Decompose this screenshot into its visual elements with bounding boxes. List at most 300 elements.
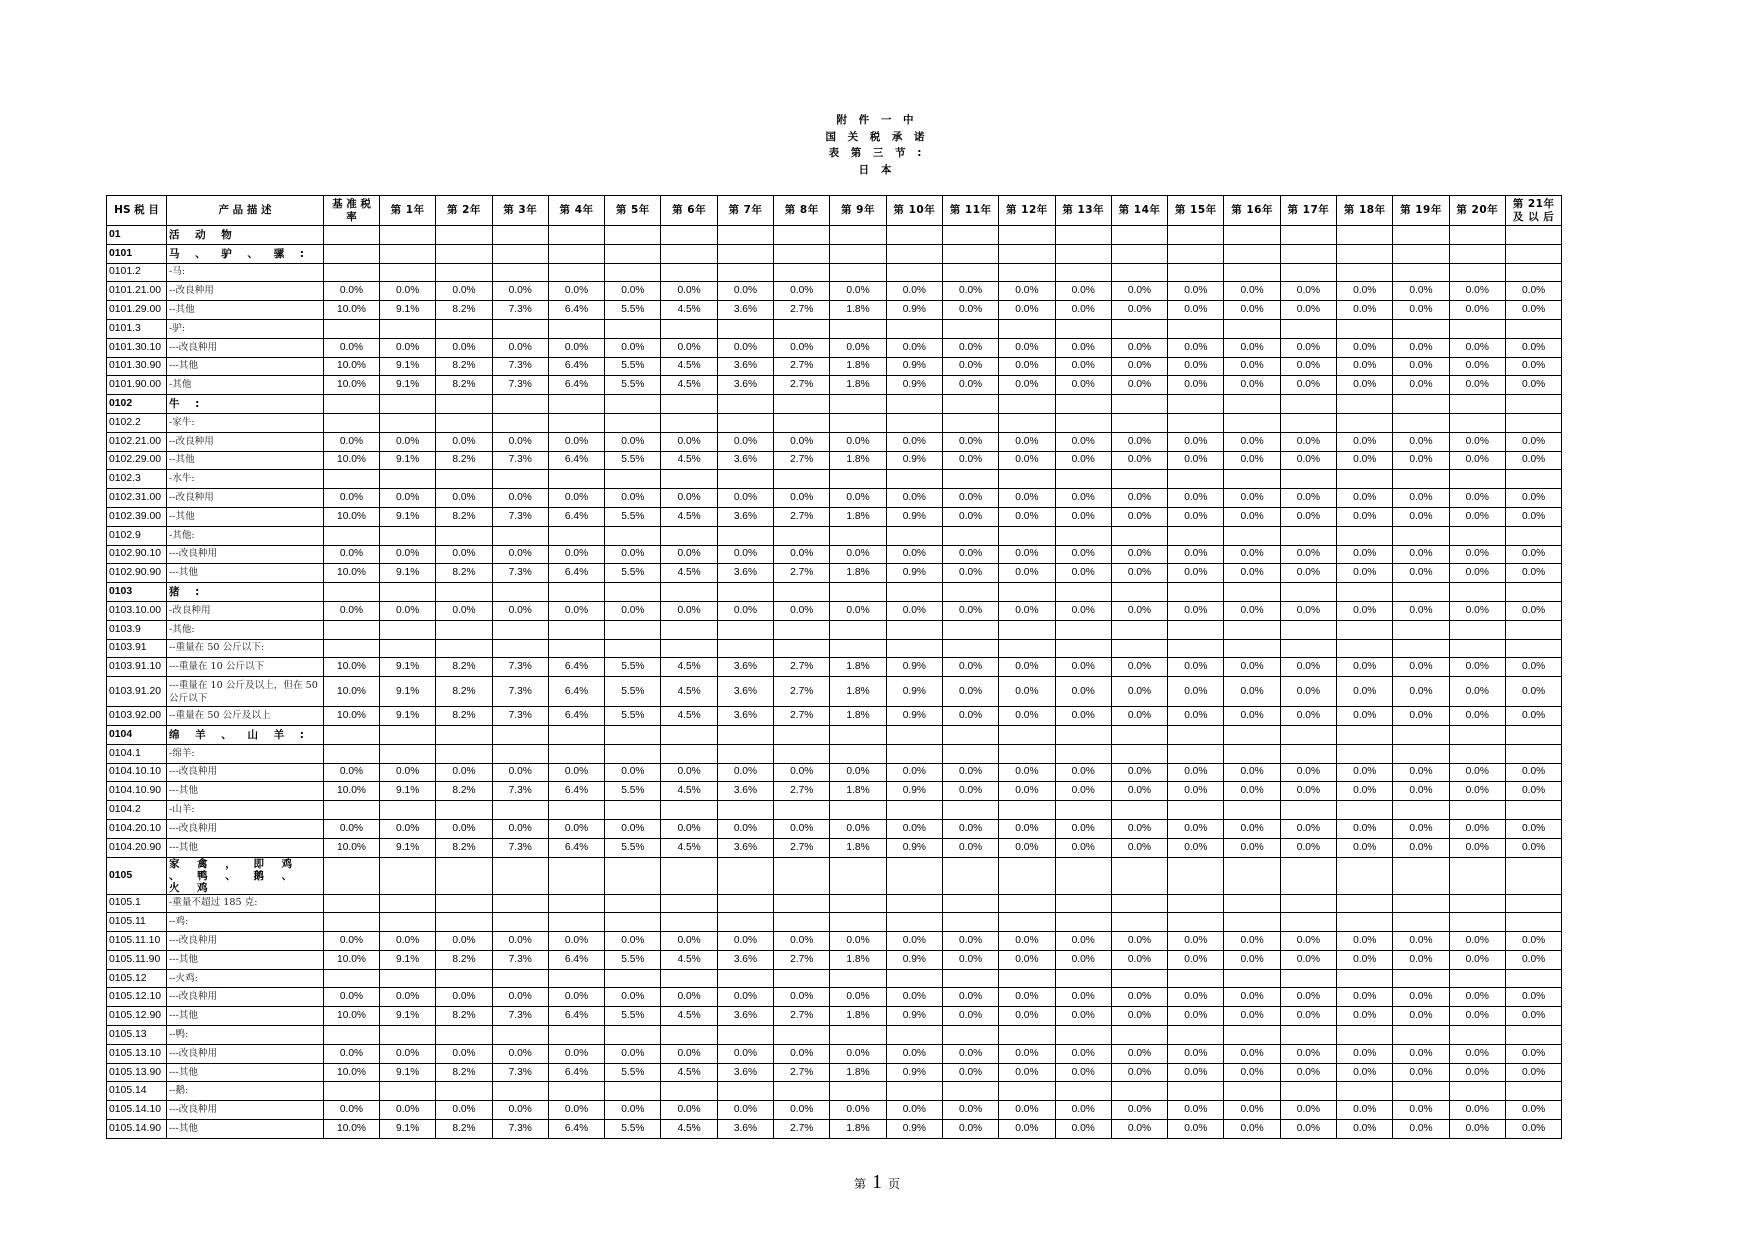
year-rate-cell — [717, 969, 773, 988]
year-rate-cell: 0.0% — [999, 545, 1055, 564]
year-rate-cell: 0.0% — [1337, 658, 1393, 677]
year-rate-cell: 0.0% — [1393, 357, 1449, 376]
year-rate-cell: 0.0% — [999, 338, 1055, 357]
year-rate-cell: 0.9% — [886, 950, 942, 969]
year-rate-cell: 5.5% — [605, 677, 661, 707]
base-rate-cell — [324, 801, 380, 820]
year-rate-cell: 0.9% — [886, 658, 942, 677]
year-rate-cell: 0.0% — [1280, 950, 1336, 969]
year-rate-cell: 0.0% — [1505, 950, 1561, 969]
year-rate-cell — [548, 801, 604, 820]
year-rate-cell — [830, 526, 886, 545]
year-rate-cell: 6.4% — [548, 707, 604, 726]
year-rate-cell: 0.0% — [774, 432, 830, 451]
year-rate-cell: 0.0% — [942, 1044, 998, 1063]
year-rate-cell: 0.0% — [1224, 357, 1280, 376]
base-rate-cell: 10.0% — [324, 677, 380, 707]
year-rate-cell: 3.6% — [717, 658, 773, 677]
year-rate-cell: 9.1% — [380, 564, 436, 583]
year-rate-cell: 0.0% — [1505, 507, 1561, 526]
table-row — [107, 969, 1562, 988]
year-rate-cell: 0.0% — [1280, 432, 1336, 451]
year-rate-cell: 5.5% — [605, 376, 661, 395]
year-rate-cell: 0.0% — [774, 1044, 830, 1063]
year-rate-cell — [1505, 583, 1561, 602]
year-rate-cell — [774, 413, 830, 432]
year-rate-cell — [492, 894, 548, 913]
hs-code-cell: 0101.29.00 — [107, 301, 167, 320]
base-rate-cell: 10.0% — [324, 782, 380, 801]
year-rate-cell — [605, 639, 661, 658]
year-rate-cell: 0.0% — [1168, 1063, 1224, 1082]
year-rate-cell — [1224, 583, 1280, 602]
base-rate-cell: 0.0% — [324, 763, 380, 782]
year-rate-cell: 0.0% — [1449, 819, 1505, 838]
product-description-cell: 家 禽 ， 即 鸡 、 鸭 、 鹅 、 火 鸡 — [167, 857, 324, 894]
year-rate-cell: 0.0% — [942, 282, 998, 301]
year-rate-cell — [1449, 526, 1505, 545]
year-rate-cell — [1111, 620, 1167, 639]
hs-code-cell: 0101.21.00 — [107, 282, 167, 301]
year-rate-cell: 1.8% — [830, 1007, 886, 1026]
year-rate-cell: 0.0% — [548, 489, 604, 508]
year-rate-cell: 9.1% — [380, 357, 436, 376]
year-rate-cell: 0.0% — [1449, 338, 1505, 357]
year-rate-cell: 0.0% — [1224, 338, 1280, 357]
year-rate-cell — [1505, 801, 1561, 820]
year-rate-cell: 0.0% — [717, 601, 773, 620]
year-rate-cell: 0.0% — [1393, 1007, 1449, 1026]
year-rate-cell: 8.2% — [436, 658, 492, 677]
base-rate-cell — [324, 639, 380, 658]
product-description-cell: ---其他 — [167, 1120, 324, 1139]
year-rate-cell: 0.0% — [1111, 932, 1167, 951]
year-rate-cell — [492, 319, 548, 338]
year-rate-cell — [1111, 413, 1167, 432]
year-rate-cell: 0.0% — [492, 282, 548, 301]
year-rate-cell — [830, 470, 886, 489]
year-rate-cell: 0.0% — [1055, 451, 1111, 470]
year-rate-cell — [661, 226, 717, 245]
year-rate-cell: 0.0% — [1337, 763, 1393, 782]
year-rate-cell — [436, 725, 492, 744]
year-rate-cell — [492, 1026, 548, 1045]
year-rate-cell: 0.0% — [436, 489, 492, 508]
year-rate-cell: 7.3% — [492, 950, 548, 969]
year-rate-cell: 2.7% — [774, 507, 830, 526]
year-rate-cell: 1.8% — [830, 950, 886, 969]
year-rate-cell — [1224, 969, 1280, 988]
year-rate-cell: 0.0% — [1224, 763, 1280, 782]
year-rate-cell: 0.0% — [1280, 282, 1336, 301]
year-rate-cell — [830, 1082, 886, 1101]
year-rate-cell — [436, 526, 492, 545]
year-rate-cell: 0.0% — [1337, 819, 1393, 838]
base-rate-cell: 0.0% — [324, 1101, 380, 1120]
base-rate-cell — [324, 620, 380, 639]
year-rate-cell: 0.9% — [886, 507, 942, 526]
hs-code-cell: 0101.90.00 — [107, 376, 167, 395]
year-rate-cell: 0.0% — [1505, 432, 1561, 451]
year-rate-cell — [1280, 913, 1336, 932]
year-rate-cell: 0.0% — [661, 489, 717, 508]
year-rate-cell: 0.0% — [492, 932, 548, 951]
year-rate-cell — [1168, 857, 1224, 894]
year-rate-cell: 5.5% — [605, 301, 661, 320]
product-description-cell: -水牛: — [167, 470, 324, 489]
year-rate-cell — [999, 583, 1055, 602]
year-rate-cell — [717, 526, 773, 545]
year-rate-cell: 3.6% — [717, 1063, 773, 1082]
year-rate-cell: 1.8% — [830, 357, 886, 376]
year-rate-cell — [774, 470, 830, 489]
year-rate-cell — [1224, 470, 1280, 489]
year-rate-cell — [380, 620, 436, 639]
year-rate-cell: 0.0% — [942, 819, 998, 838]
year-rate-cell: 0.0% — [1111, 950, 1167, 969]
year-rate-cell: 0.9% — [886, 301, 942, 320]
year-rate-cell: 3.6% — [717, 451, 773, 470]
year-rate-cell: 0.0% — [548, 338, 604, 357]
year-rate-cell: 0.0% — [774, 932, 830, 951]
year-rate-cell: 0.0% — [1393, 763, 1449, 782]
base-rate-cell: 10.0% — [324, 451, 380, 470]
product-description-cell: ---其他 — [167, 564, 324, 583]
year-rate-cell: 6.4% — [548, 838, 604, 857]
year-rate-cell — [774, 1026, 830, 1045]
year-rate-cell: 3.6% — [717, 357, 773, 376]
year-rate-cell — [380, 744, 436, 763]
product-description-cell: --鸭: — [167, 1026, 324, 1045]
heading-line: 国 关 税 承 诺 — [825, 130, 929, 143]
year-rate-cell: 0.0% — [1111, 545, 1167, 564]
year-rate-cell: 0.0% — [1337, 357, 1393, 376]
year-rate-cell — [1505, 969, 1561, 988]
year-rate-cell — [999, 620, 1055, 639]
year-rate-cell — [1505, 1082, 1561, 1101]
year-rate-cell — [492, 1082, 548, 1101]
year-rate-cell: 0.0% — [1393, 432, 1449, 451]
year-rate-cell — [548, 969, 604, 988]
year-rate-cell — [830, 244, 886, 263]
year-rate-cell — [436, 1026, 492, 1045]
year-rate-cell — [1505, 413, 1561, 432]
year-rate-cell — [1111, 526, 1167, 545]
year-rate-cell — [1337, 319, 1393, 338]
year-rate-cell: 0.0% — [717, 988, 773, 1007]
year-rate-cell: 0.0% — [1224, 545, 1280, 564]
year-rate-cell — [830, 744, 886, 763]
year-rate-cell — [1224, 1026, 1280, 1045]
year-rate-cell: 0.0% — [999, 1063, 1055, 1082]
year-rate-cell — [548, 725, 604, 744]
table-row — [107, 988, 1562, 1007]
column-header: 第 14年 — [1111, 196, 1167, 226]
table-row — [107, 583, 1562, 602]
year-rate-cell: 9.1% — [380, 301, 436, 320]
year-rate-cell: 6.4% — [548, 564, 604, 583]
year-rate-cell: 0.0% — [436, 545, 492, 564]
year-rate-cell — [830, 395, 886, 414]
year-rate-cell — [999, 395, 1055, 414]
year-rate-cell: 0.0% — [1055, 432, 1111, 451]
year-rate-cell: 0.0% — [1111, 601, 1167, 620]
year-rate-cell — [1393, 639, 1449, 658]
year-rate-cell: 0.0% — [1168, 782, 1224, 801]
year-rate-cell: 0.0% — [1055, 707, 1111, 726]
year-rate-cell: 3.6% — [717, 1120, 773, 1139]
year-rate-cell — [999, 1082, 1055, 1101]
year-rate-cell: 0.0% — [1280, 1120, 1336, 1139]
year-rate-cell: 2.7% — [774, 451, 830, 470]
year-rate-cell — [942, 725, 998, 744]
product-description-cell: ---其他 — [167, 838, 324, 857]
year-rate-cell — [380, 470, 436, 489]
year-rate-cell — [605, 395, 661, 414]
year-rate-cell: 0.0% — [1224, 707, 1280, 726]
year-rate-cell — [548, 395, 604, 414]
year-rate-cell: 3.6% — [717, 838, 773, 857]
year-rate-cell — [717, 894, 773, 913]
column-header: 第 7年 — [717, 196, 773, 226]
year-rate-cell — [605, 583, 661, 602]
year-rate-cell — [886, 639, 942, 658]
year-rate-cell: 0.0% — [1055, 1063, 1111, 1082]
year-rate-cell: 0.0% — [1055, 338, 1111, 357]
year-rate-cell: 0.0% — [1393, 601, 1449, 620]
year-rate-cell — [661, 413, 717, 432]
year-rate-cell: 0.0% — [661, 545, 717, 564]
year-rate-cell: 0.0% — [492, 819, 548, 838]
year-rate-cell — [492, 857, 548, 894]
year-rate-cell — [886, 969, 942, 988]
year-rate-cell — [830, 319, 886, 338]
year-rate-cell: 0.0% — [1168, 658, 1224, 677]
year-rate-cell: 5.5% — [605, 507, 661, 526]
year-rate-cell: 0.0% — [999, 507, 1055, 526]
year-rate-cell — [1055, 319, 1111, 338]
year-rate-cell — [999, 725, 1055, 744]
year-rate-cell: 0.0% — [1224, 601, 1280, 620]
table-row — [107, 782, 1562, 801]
year-rate-cell: 5.5% — [605, 707, 661, 726]
base-rate-cell: 0.0% — [324, 1044, 380, 1063]
year-rate-cell: 0.0% — [1505, 677, 1561, 707]
year-rate-cell — [830, 725, 886, 744]
year-rate-cell: 0.0% — [1055, 1101, 1111, 1120]
year-rate-cell: 4.5% — [661, 838, 717, 857]
year-rate-cell: 0.0% — [380, 1044, 436, 1063]
year-rate-cell — [1505, 526, 1561, 545]
base-rate-cell: 10.0% — [324, 1120, 380, 1139]
year-rate-cell — [436, 801, 492, 820]
year-rate-cell: 4.5% — [661, 782, 717, 801]
year-rate-cell — [548, 244, 604, 263]
year-rate-cell — [830, 857, 886, 894]
year-rate-cell — [380, 319, 436, 338]
year-rate-cell: 0.0% — [1393, 564, 1449, 583]
year-rate-cell: 0.0% — [1449, 1007, 1505, 1026]
year-rate-cell: 0.0% — [830, 763, 886, 782]
year-rate-cell — [999, 913, 1055, 932]
column-header: 第 12年 — [999, 196, 1055, 226]
year-rate-cell: 8.2% — [436, 1063, 492, 1082]
hs-code-cell: 0102.21.00 — [107, 432, 167, 451]
year-rate-cell — [1055, 1082, 1111, 1101]
column-header: HS 税 目 — [107, 196, 167, 226]
year-rate-cell — [436, 639, 492, 658]
year-rate-cell — [1393, 583, 1449, 602]
year-rate-cell: 0.0% — [1393, 489, 1449, 508]
year-rate-cell: 0.0% — [1337, 707, 1393, 726]
year-rate-cell: 0.0% — [1505, 1007, 1561, 1026]
year-rate-cell: 0.0% — [1168, 338, 1224, 357]
product-description-cell: -马: — [167, 263, 324, 282]
year-rate-cell: 0.0% — [380, 432, 436, 451]
year-rate-cell: 0.0% — [605, 763, 661, 782]
year-rate-cell: 1.8% — [830, 707, 886, 726]
year-rate-cell: 0.0% — [1224, 1101, 1280, 1120]
hs-code-cell: 0102 — [107, 395, 167, 414]
year-rate-cell: 0.0% — [1393, 451, 1449, 470]
year-rate-cell: 0.0% — [1224, 950, 1280, 969]
base-rate-cell: 0.0% — [324, 338, 380, 357]
year-rate-cell: 0.0% — [942, 301, 998, 320]
year-rate-cell — [1449, 913, 1505, 932]
year-rate-cell — [1393, 1026, 1449, 1045]
base-rate-cell: 10.0% — [324, 564, 380, 583]
year-rate-cell: 4.5% — [661, 564, 717, 583]
year-rate-cell — [1055, 395, 1111, 414]
year-rate-cell — [999, 413, 1055, 432]
year-rate-cell: 0.0% — [1449, 658, 1505, 677]
year-rate-cell: 0.0% — [380, 545, 436, 564]
year-rate-cell — [830, 413, 886, 432]
year-rate-cell: 0.0% — [1055, 301, 1111, 320]
year-rate-cell — [774, 725, 830, 744]
year-rate-cell: 7.3% — [492, 707, 548, 726]
hs-code-cell: 0105.11.90 — [107, 950, 167, 969]
hs-code-cell: 0104.20.10 — [107, 819, 167, 838]
year-rate-cell — [830, 1026, 886, 1045]
year-rate-cell — [605, 725, 661, 744]
year-rate-cell — [1224, 913, 1280, 932]
year-rate-cell: 6.4% — [548, 658, 604, 677]
column-header: 第 15年 — [1168, 196, 1224, 226]
year-rate-cell: 0.0% — [942, 376, 998, 395]
year-rate-cell: 0.0% — [1337, 489, 1393, 508]
year-rate-cell — [661, 1082, 717, 1101]
product-description-cell: --其他 — [167, 301, 324, 320]
year-rate-cell: 0.0% — [999, 1120, 1055, 1139]
year-rate-cell: 0.0% — [492, 1101, 548, 1120]
year-rate-cell: 9.1% — [380, 1007, 436, 1026]
hs-code-cell: 0105 — [107, 857, 167, 894]
year-rate-cell — [436, 263, 492, 282]
year-rate-cell: 0.0% — [886, 432, 942, 451]
product-description-cell: --重量在 50 公斤以下: — [167, 639, 324, 658]
year-rate-cell: 0.0% — [661, 601, 717, 620]
year-rate-cell — [380, 526, 436, 545]
base-rate-cell: 10.0% — [324, 658, 380, 677]
year-rate-cell — [717, 913, 773, 932]
year-rate-cell: 0.0% — [830, 1044, 886, 1063]
base-rate-cell — [324, 319, 380, 338]
base-rate-cell: 10.0% — [324, 301, 380, 320]
heading-line: 日 本 — [858, 163, 896, 176]
year-rate-cell — [1393, 244, 1449, 263]
year-rate-cell: 0.0% — [1168, 1120, 1224, 1139]
year-rate-cell — [380, 894, 436, 913]
base-rate-cell: 10.0% — [324, 376, 380, 395]
product-description-cell: --鸡: — [167, 913, 324, 932]
year-rate-cell: 0.0% — [1449, 763, 1505, 782]
year-rate-cell: 0.0% — [999, 707, 1055, 726]
year-rate-cell — [1055, 639, 1111, 658]
year-rate-cell: 0.0% — [548, 545, 604, 564]
base-rate-cell: 0.0% — [324, 489, 380, 508]
year-rate-cell: 4.5% — [661, 451, 717, 470]
year-rate-cell — [436, 413, 492, 432]
year-rate-cell: 0.0% — [942, 432, 998, 451]
year-rate-cell — [1055, 801, 1111, 820]
year-rate-cell — [380, 725, 436, 744]
year-rate-cell — [1505, 620, 1561, 639]
year-rate-cell: 0.0% — [1393, 988, 1449, 1007]
year-rate-cell: 0.0% — [1055, 357, 1111, 376]
column-header: 第 6年 — [661, 196, 717, 226]
year-rate-cell — [717, 263, 773, 282]
base-rate-cell — [324, 413, 380, 432]
year-rate-cell: 0.0% — [1449, 376, 1505, 395]
year-rate-cell: 6.4% — [548, 677, 604, 707]
year-rate-cell: 0.0% — [1337, 950, 1393, 969]
year-rate-cell — [717, 226, 773, 245]
year-rate-cell: 0.0% — [1111, 819, 1167, 838]
hs-code-cell: 0105.11 — [107, 913, 167, 932]
year-rate-cell: 0.0% — [1393, 1044, 1449, 1063]
year-rate-cell: 0.0% — [999, 376, 1055, 395]
column-header: 第 2年 — [436, 196, 492, 226]
year-rate-cell — [1168, 725, 1224, 744]
year-rate-cell: 7.3% — [492, 301, 548, 320]
year-rate-cell — [436, 583, 492, 602]
year-rate-cell — [1168, 1082, 1224, 1101]
year-rate-cell: 0.0% — [1055, 282, 1111, 301]
year-rate-cell — [1337, 263, 1393, 282]
year-rate-cell: 0.0% — [1505, 707, 1561, 726]
year-rate-cell — [1337, 413, 1393, 432]
hs-code-cell: 0101.2 — [107, 263, 167, 282]
year-rate-cell: 8.2% — [436, 782, 492, 801]
year-rate-cell: 0.0% — [436, 988, 492, 1007]
year-rate-cell — [1505, 639, 1561, 658]
product-description-cell: -绵羊: — [167, 744, 324, 763]
year-rate-cell — [1393, 263, 1449, 282]
hs-code-cell: 0105.13.90 — [107, 1063, 167, 1082]
year-rate-cell — [1168, 620, 1224, 639]
year-rate-cell: 0.0% — [1393, 1120, 1449, 1139]
table-row — [107, 1101, 1562, 1120]
table-row — [107, 677, 1562, 707]
year-rate-cell — [1055, 244, 1111, 263]
year-rate-cell: 0.0% — [1337, 1007, 1393, 1026]
year-rate-cell: 0.0% — [999, 301, 1055, 320]
year-rate-cell: 0.0% — [1393, 301, 1449, 320]
year-rate-cell: 4.5% — [661, 507, 717, 526]
year-rate-cell — [1449, 620, 1505, 639]
year-rate-cell: 8.2% — [436, 301, 492, 320]
